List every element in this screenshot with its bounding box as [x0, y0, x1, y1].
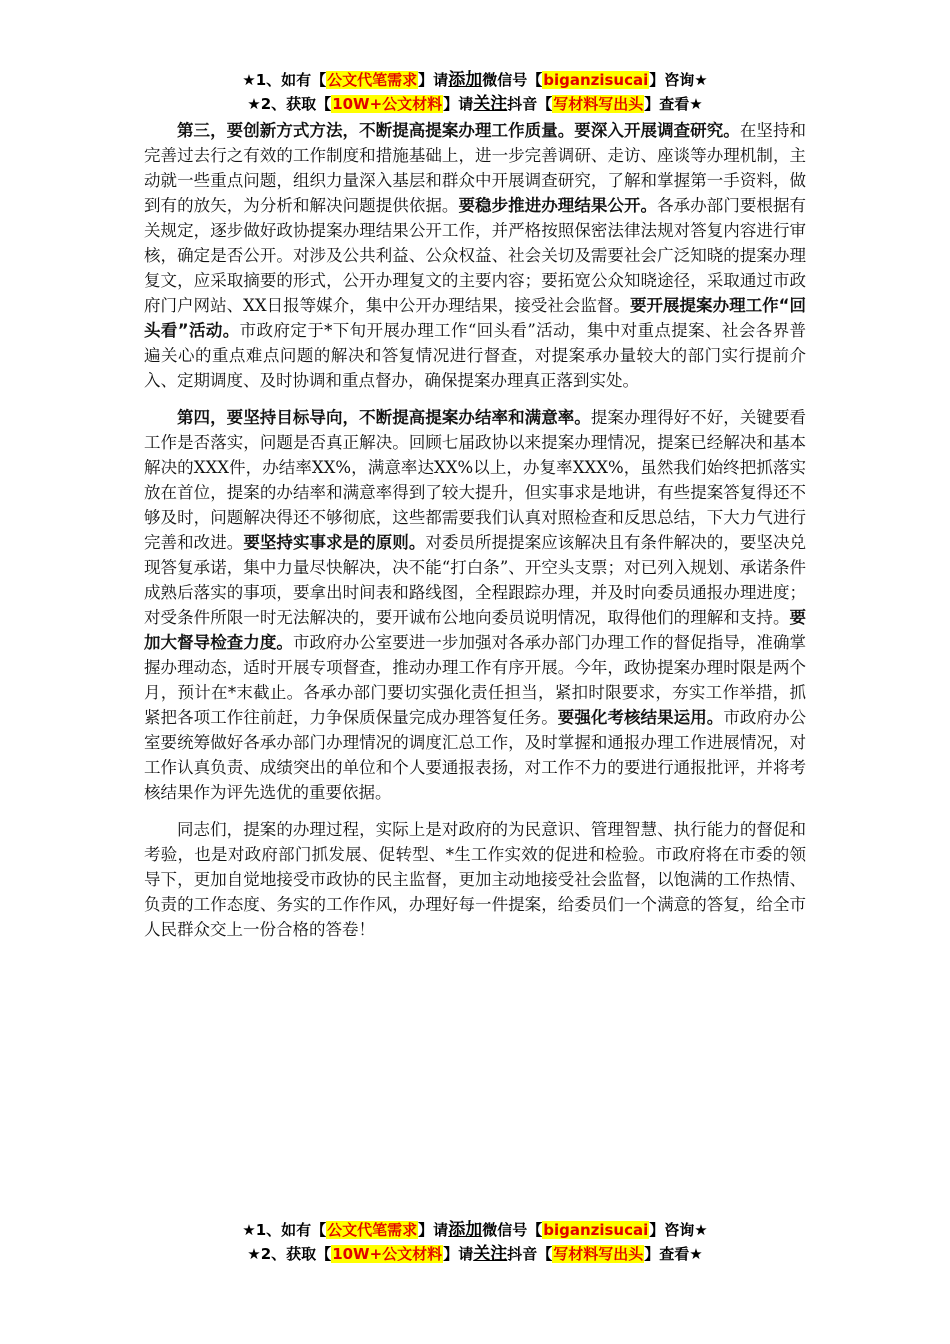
- banner-emphasis: 关注: [473, 1244, 508, 1264]
- banner-line-1: [0, 1218, 950, 1242]
- body-text: 在坚持和完善过去行之有效的工作制度和措施基础上，进一步完善调研、走访、座谈等办理机制，主动就一些重点问题，组织力量深入基层和群众中开展调查研究，了解和掌握第一手资料，做到有的放矢，为分析和解决问题提供依据。: [144, 121, 807, 215]
- banner-line-1: [0, 68, 950, 92]
- banner-text: ★1、如有【: [242, 71, 327, 89]
- banner-text: 】请: [418, 71, 449, 89]
- bold-heading: 要坚持实事求是的原则。: [243, 533, 426, 552]
- banner-emphasis: 添加: [448, 1220, 483, 1240]
- banner-text: 】咨询★: [649, 1221, 708, 1239]
- banner-text: 】请: [418, 1221, 449, 1239]
- banner-line-2: [0, 1242, 950, 1266]
- banner-highlight: 10W+公文材料: [332, 95, 443, 113]
- body-text: 同志们，提案的办理过程，实际上是对政府的为民意识、管理智慧、执行能力的督促和考验，也是对政府部门抓发展、促转型、*生工作实效的促进和检验。市政府将在市委的领导下，更加自觉地接受市政协的民主监督，更加主动地接受社会监督，以饱满的工作热情、负责的工作态度、务实的工作作风，办理好每一件提案，给委员们一个满意的答复，给全市人民群众交上一份合格的答卷！: [144, 820, 806, 939]
- bold-heading: 要开展提案办理工作“回头看”活动。: [144, 296, 806, 340]
- body-text: 市政府办公室要统筹做好各承办部门办理情况的调度汇总工作，及时掌握和通报办理工作进展情况，对工作认真负责、成绩突出的单位和个人要通报表扬，对工作不力的要进行通报批评，并将考核结果作为评先选优的重要依据。: [144, 708, 807, 802]
- bold-heading: 第三，要创新方式方法，不断提高提案办理工作质量。要深入开展调查研究。: [177, 121, 740, 140]
- paragraph-4: [144, 405, 806, 805]
- bold-heading: 要稳步推进办理结果公开。: [458, 196, 658, 215]
- banner-text: 】请: [443, 95, 474, 113]
- banner-text: 】请: [443, 1245, 474, 1263]
- paragraph-closing: [144, 817, 806, 942]
- paragraph-3: [144, 118, 806, 393]
- banner-text: ★2、获取【: [247, 1245, 332, 1263]
- banner-text: 微信号【: [482, 1221, 543, 1239]
- banner-highlight: biganzisucai: [543, 71, 649, 89]
- banner-highlight: 公文代笔需求: [327, 1221, 418, 1239]
- bold-heading: 要强化考核结果运用。: [557, 708, 724, 727]
- banner-line-2: [0, 92, 950, 116]
- banner-highlight: 写材料写出头: [553, 1245, 644, 1263]
- footer-banner: [0, 1218, 950, 1266]
- banner-emphasis: 关注: [473, 94, 508, 114]
- banner-text: 】查看★: [644, 95, 703, 113]
- banner-text: ★1、如有【: [242, 1221, 327, 1239]
- bold-heading: 要加大督导检查力度。: [144, 608, 806, 652]
- bold-heading: 第四，要坚持目标导向，不断提高提案办结率和满意率。: [177, 408, 591, 427]
- banner-text: 抖音【: [507, 95, 553, 113]
- banner-text: 】查看★: [644, 1245, 703, 1263]
- header-banner: [0, 68, 950, 116]
- banner-highlight: biganzisucai: [543, 1221, 649, 1239]
- body-text: 市政府办公室要进一步加强对各承办部门办理工作的督促指导，准确掌握办理动态，适时开展专项督查，推动办理工作有序开展。今年，政协提案办理时限是两个月，预计在*末截止。各承办部门要切实强化责任担当，紧扣时限要求，夯实工作举措，抓紧把各项工作往前赶，力争保质保量完成办理答复任务。: [144, 633, 807, 727]
- banner-highlight: 写材料写出头: [553, 95, 644, 113]
- body-text: 市政府定于*下旬开展办理工作“回头看”活动，集中对重点提案、社会各界普遍关心的重点难点问题的解决和答复情况进行督查，对提案承办量较大的部门实行提前介入、定期调度、及时协调和重点督办，确保提案办理真正落到实处。: [144, 321, 806, 390]
- banner-text: ★2、获取【: [247, 95, 332, 113]
- banner-highlight: 公文代笔需求: [327, 71, 418, 89]
- body-text: 提案办理得好不好，关键要看工作是否落实，问题是否真正解决。回顾七届政协以来提案办理情况，提案已经解决和基本解决的XXX件，办结率XX%，满意率达XX%以上，办复率XXX%，虽然我们始终把抓落实放在首位，提案的办结率和满意率得到了较大提升，但实事求是地讲，有些提案答复得还不够及时，问题解决得还不够彻底，这些都需要我们认真对照检查和反思总结，下大力气进行完善和改进。: [144, 408, 807, 552]
- banner-emphasis: 添加: [448, 70, 483, 90]
- banner-highlight: 10W+公文材料: [332, 1245, 443, 1263]
- body-text: 各承办部门要根据有关规定，逐步做好政协提案办理结果公开工作，并严格按照保密法律法规对答复内容进行审核，确定是否公开。对涉及公共利益、公众权益、社会关切及需要社会广泛知晓的提案办理复文，应采取摘要的形式，公开办理复文的主要内容；要拓宽公众知晓途径，采取通过市政府门户网站、XX日报等媒介，集中公开办理结果，接受社会监督。: [144, 196, 807, 315]
- banner-text: 】咨询★: [649, 71, 708, 89]
- document-body: [144, 118, 806, 954]
- banner-text: 微信号【: [482, 71, 543, 89]
- banner-text: 抖音【: [507, 1245, 553, 1263]
- body-text: 对委员所提提案应该解决且有条件解决的，要坚决兑现答复承诺，集中力量尽快解决，决不能“打白条”、开空头支票；对已列入规划、承诺条件成熟后落实的事项，要拿出时间表和路线图，全程跟踪办理，并及时向委员通报办理进度；对受条件所限一时无法解决的，要开诚布公地向委员说明情况，取得他们的理解和支持。: [144, 533, 807, 627]
